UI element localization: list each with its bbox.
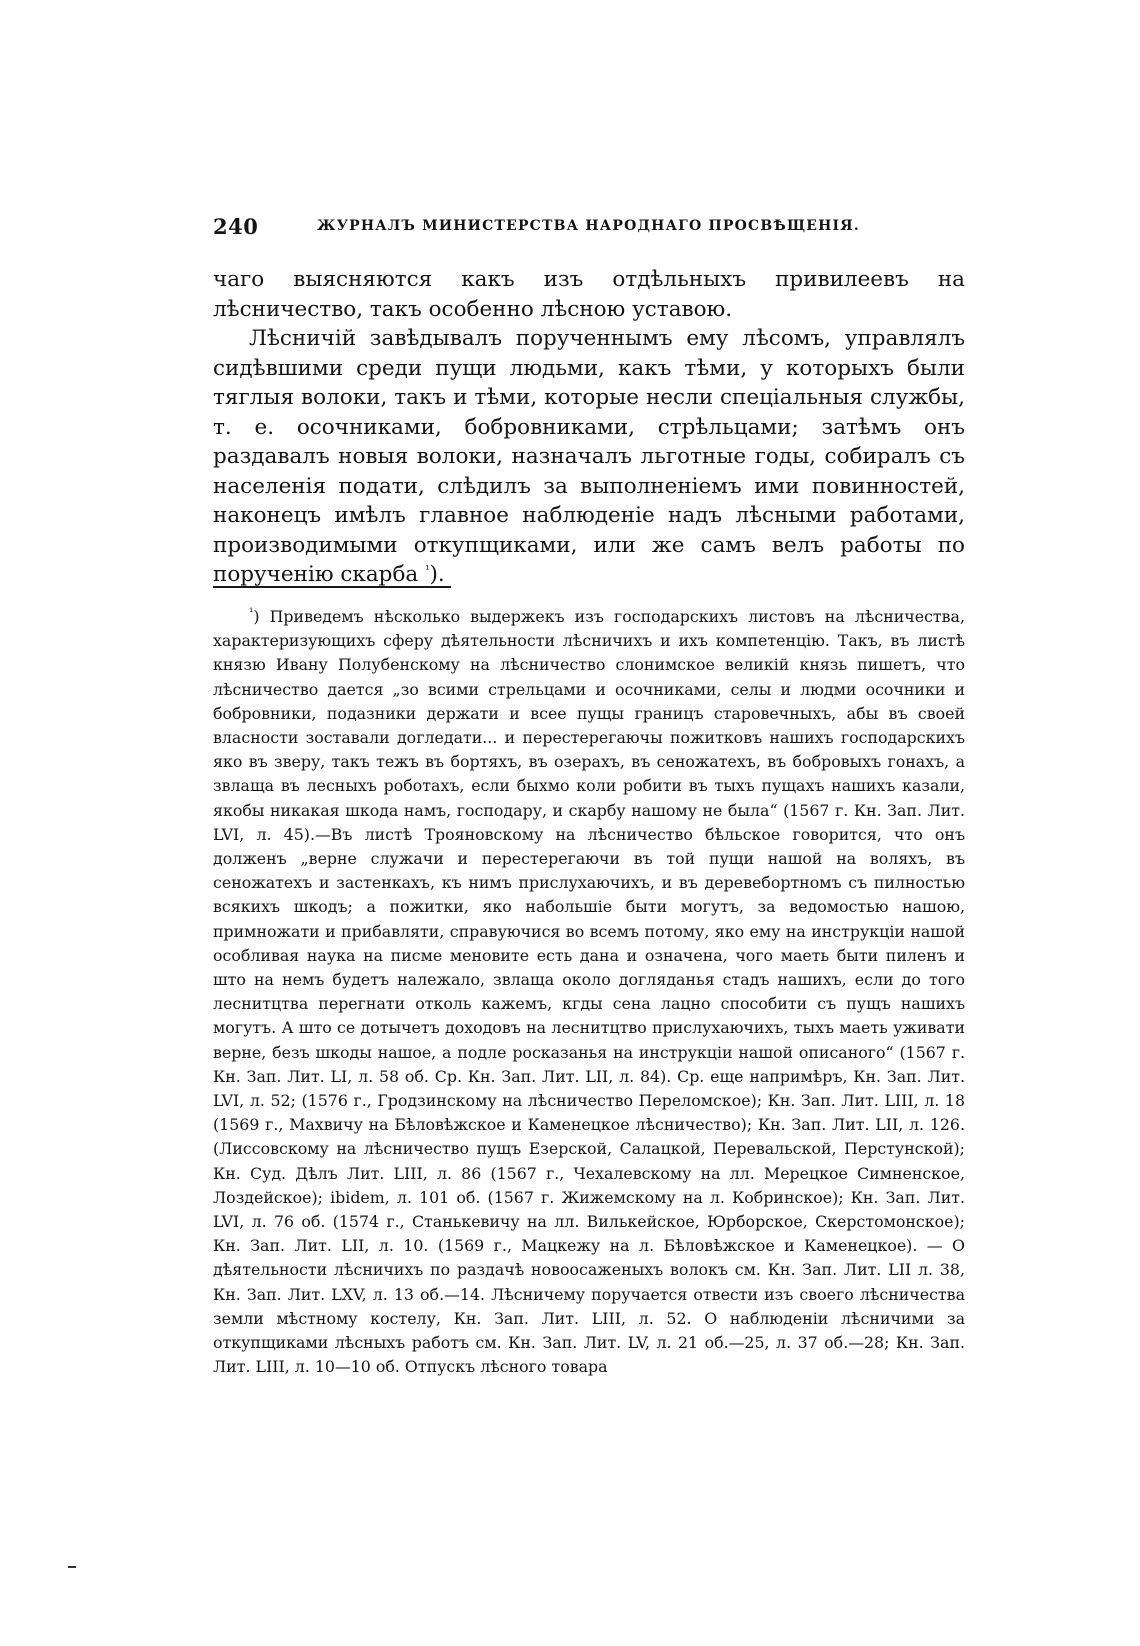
footnote-reference[interactable]: ¹: [425, 562, 430, 576]
page-number: 240: [213, 214, 259, 239]
page-header: [213, 214, 963, 244]
body-paragraph-end: ).: [429, 562, 445, 587]
footnote-divider: [213, 586, 451, 588]
body-paragraph: чаго выясняются какъ изъ отдѣльныхъ привилеевъ на лѣсничество, такъ особенно лѣсною уставою.: [213, 267, 965, 322]
body-paragraph-text: Лѣсничій завѣдывалъ порученнымъ ему лѣсомъ, управлялъ сидѣвшими среди пущи людьми, какъ тѣми, у которыхъ были тяглыя волоки, такъ и тѣми, которые несли спеціальныя службы, т. е. осочниками, бобровниками, стрѣльцами; затѣмъ онъ раздавалъ новыя волоки, назначалъ льготные годы, собиралъ съ населенія подати, слѣдилъ за выполненіемъ ими повинностей, наконецъ имѣлъ главное наблюденіе надъ лѣсными работами, производимыми откупщиками, или же самъ велъ работы по порученію скарба: [213, 326, 965, 587]
main-text: [213, 265, 965, 590]
body-paragraph: [213, 324, 965, 590]
running-title: ЖУРНАЛЪ МИНИСТЕРСТВА НАРОДНАГО ПРОСВѢЩЕНІЯ.: [317, 218, 860, 234]
footnote-marker: ¹: [249, 605, 254, 619]
scan-artifact: [68, 1566, 76, 1568]
footnote-text: ) Приведемъ нѣсколько выдержекъ изъ господарскихъ листовъ на лѣсничества, характеризующихъ сферу дѣятельности лѣсничихъ и ихъ компетенцію. Такъ, въ листѣ князю Ивану Полубенскому на лѣсничество слонимское великій князь пишетъ, что лѣсничество дается „зо всими стрельцами и осочниками, селы и людми осочники и бобровники, подазники держати и всее пущы границъ старовечныхъ, абы въ своей власности зоставали догледати... и перестерегаючы пожитковъ нашихъ господарскихъ яко въ зверу, такъ тежъ въ бортяхъ, въ озерахъ, въ сеножатехъ, въ бобровыхъ гонахъ, а звлаща въ лесныхъ роботахъ, если быхмо коли робити въ тыхъ пущахъ нашихъ казали, якобы никакая шкода намъ, господару, и скарбу нашому не была“ (1567 г. Кн. Зап. Лит. LVI, л. 45).—Въ листѣ Трояновскому на лѣсничество бѣльское говорится, что онъ долженъ „верне служачи и перестерегаючи въ той пущи нашой на воляхъ, въ сеножатехъ и застенкахъ, къ нимъ прислухаючихъ, и въ деревебортномъ съ пилностью всякихъ шкодъ; а пожитки, яко набольшіе быти могутъ, за ведомостью нашою, примножати и прибавляти, справуючися во всемъ потому, яко ему на инструкціи нашой особливая наука на писме меновите есть дана и означена, чого маеть быти пиленъ и што на немъ будетъ належало, звлаща около догляданья стадъ нашихъ, если до того леснитцтва перегнати отколь кажемъ, кгды сена лацно способити съ пущъ нашихъ могутъ. А што се дотычетъ доходовъ на леснитцтво прислухаючихъ, тыхъ маеть уживати верне, безъ шкоды нашое, а подле росказанья на инструкціи нашой описаного“ (1567 г. Кн. Зап. Лит. LI, л. 58 об. Ср. Кн. Зап. Лит. LII, л. 84). Ср. еще напримѣръ, Кн. Зап. Лит. LVI, л. 52; (1576 г., Гродзинскому на лѣсничество Переломское); Кн. Зап. Лит. LIII, л. 18 (1569 г., Махвичу на Бѣловѣжское и Каменецкое лѣсничество); Кн. Зап. Лит. LII, л. 126. (Лиссовскому на лѣсничество пущъ Езерской, Салацкой, Перевальской, Перстунской); Кн. Суд. Дѣлъ Лит. LIII, л. 86 (1567 г., Чехалевскому на лл. Мерецкое Симненское, Лоздейское); ibidem, л. 101 об. (1567 г. Жижемскому на л. Кобринское); Кн. Зап. Лит. LVI, л. 76 об. (1574 г., Станькевичу на лл. Вилькейское, Юрборское, Скерстомонское); Кн. Зап. Лит. LII, л. 10. (1569 г., Мацкежу на л. Бѣловѣжское и Каменецкое). — О дѣятельности лѣсничихъ по раздачѣ новоосаженыхъ волокъ см. Кн. Зап. Лит. LII л. 38, Кн. Зап. Лит. LXV, л. 13 об.—14. Лѣсничему поручается отвести изъ своего лѣсничества земли мѣстному костелу, Кн. Зап. Лит. LIII, л. 52. О наблюденіи лѣсничими за откупщиками лѣсныхъ работъ см. Кн. Зап. Лит. LV, л. 21 об.—25, л. 37 об.—28; Кн. Зап. Лит. LIII, л. 10—10 об. Отпускъ лѣсного товара: [213, 607, 965, 1377]
footnote: [213, 605, 965, 1380]
